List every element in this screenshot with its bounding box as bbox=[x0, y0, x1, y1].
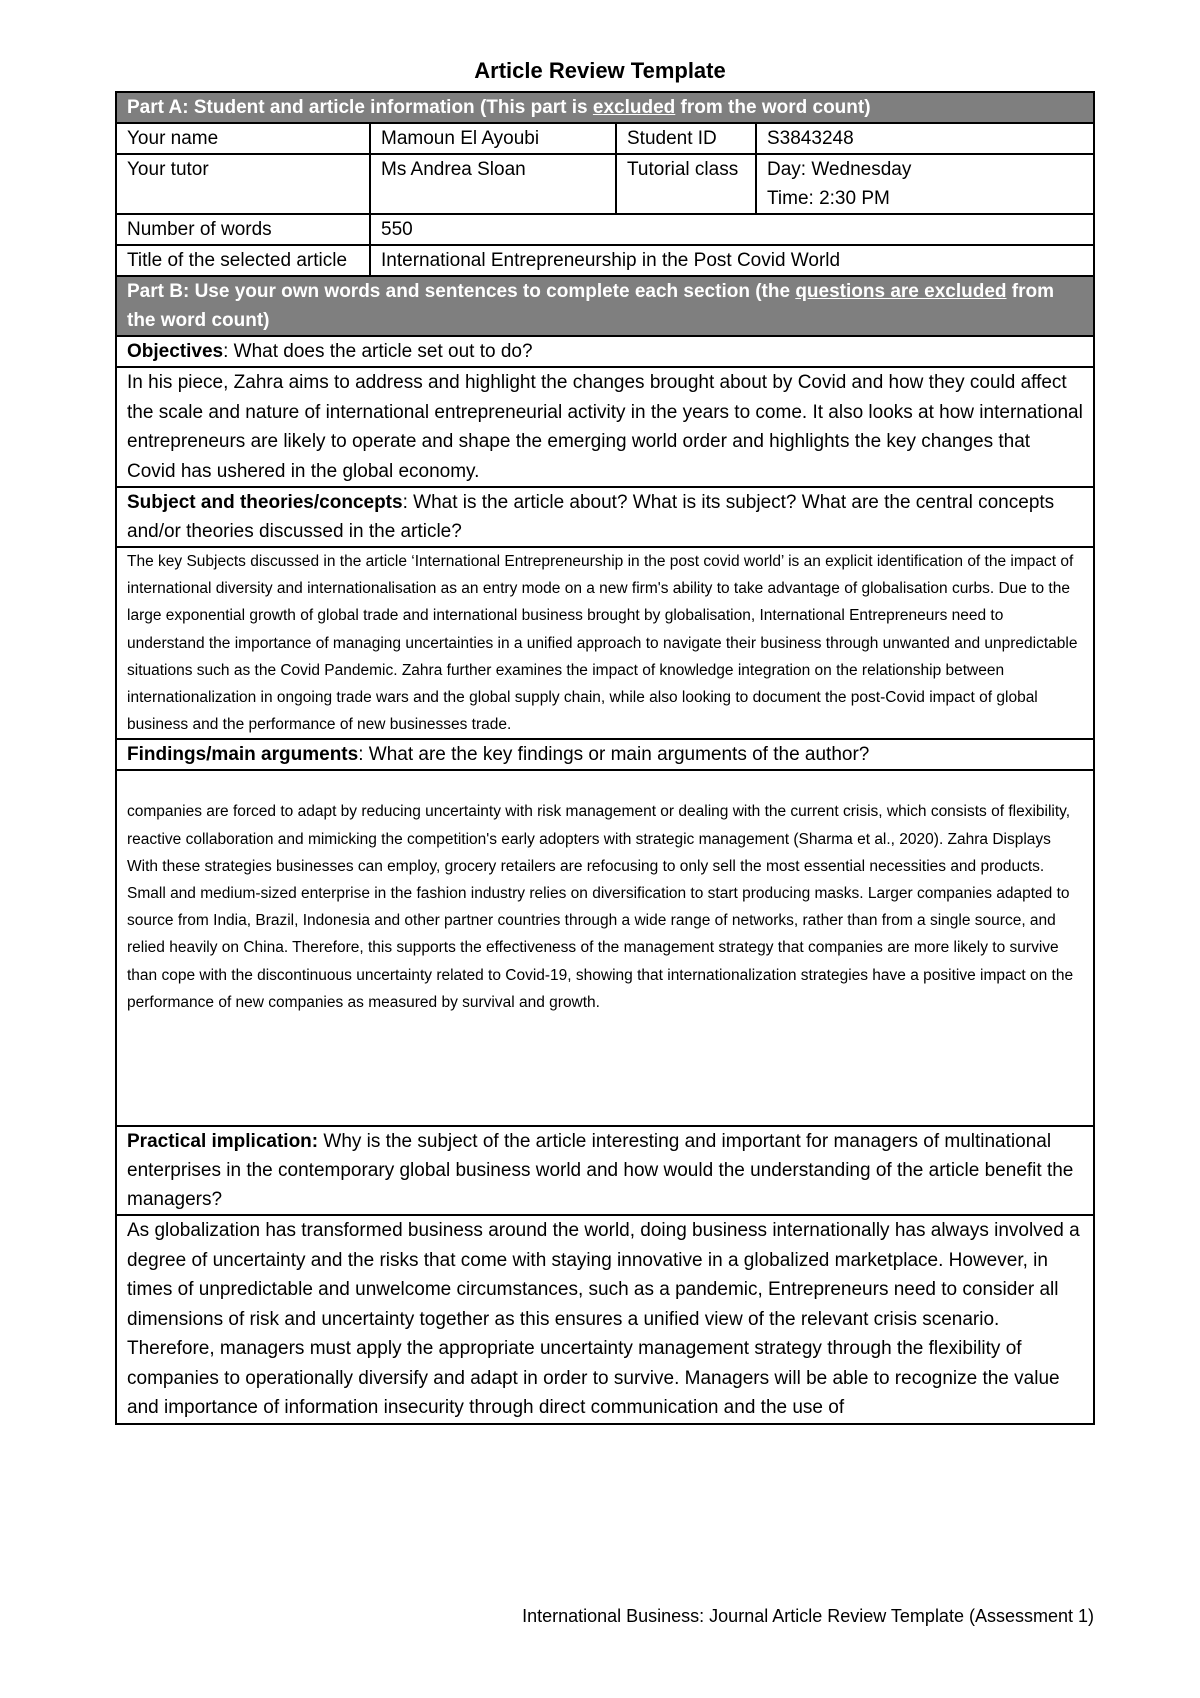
word-count-value: 550 bbox=[370, 214, 1094, 245]
page-footer: International Business: Journal Article Review Template (Assessment 1) bbox=[522, 1606, 1094, 1626]
student-id-label: Student ID bbox=[616, 123, 756, 154]
name-label: Your name bbox=[116, 123, 370, 154]
article-title-label: Title of the selected article bbox=[116, 245, 370, 276]
tutor-row bbox=[116, 154, 1094, 214]
practical-answer: As globalization has transformed business around the world, doing business internationally has always involved a degree of uncertainty and the risks that come with staying innovative in a globalized marketplace. However, in times of unpredictable and unwelcome circumstances, such as a pandemic, Entrepreneurs need to consider all dimensions of risk and uncertainty together as this ensures a unified view of the relevant crisis scenario. Therefore, managers must apply the appropriate uncertainty management strategy through the flexibility of companies to operationally diversify and adapt in order to survive. Managers will be able to recognize the value and importance of information insecurity through direct communication and the use of bbox=[116, 1215, 1094, 1424]
objectives-answer-row bbox=[116, 367, 1094, 487]
tutor-label: Your tutor bbox=[116, 154, 370, 214]
name-value: Mamoun El Ayoubi bbox=[370, 123, 616, 154]
subject-answer-row bbox=[116, 547, 1094, 739]
part-b-header-row bbox=[116, 276, 1094, 336]
words-row bbox=[116, 214, 1094, 245]
article-title-value: International Entrepreneurship in the Post Covid World bbox=[370, 245, 1094, 276]
findings-answer-row bbox=[116, 770, 1094, 1126]
findings-question-row bbox=[116, 739, 1094, 770]
part-a-header: Part A: Student and article information (This part is excluded from the word count) bbox=[116, 92, 1094, 123]
tutor-value: Ms Andrea Sloan bbox=[370, 154, 616, 214]
practical-question-row bbox=[116, 1126, 1094, 1215]
class-time: Time: 2:30 PM bbox=[767, 188, 890, 209]
subject-question-row bbox=[116, 487, 1094, 547]
practical-answer-row bbox=[116, 1215, 1094, 1424]
article-row bbox=[116, 245, 1094, 276]
review-table bbox=[115, 91, 1095, 1425]
objectives-answer: In his piece, Zahra aims to address and highlight the changes brought about by Covid and how they could affect the scale and nature of international entrepreneurial activity in the years to come. It also looks at how international entrepreneurs are likely to operate and shape the emerging world order and highlights the key changes that Covid has ushered in the global economy. bbox=[116, 367, 1094, 487]
class-day: Day: Wednesday bbox=[767, 159, 912, 180]
practical-question: Practical implication: Why is the subject of the article interesting and important for managers of multinational enterprises in the contemporary global business world and how would the understanding of the article benefit the managers? bbox=[116, 1126, 1094, 1215]
findings-answer: companies are forced to adapt by reducing uncertainty with risk management or dealing with the current crisis, which consists of flexibility, reactive collaboration and mimicking the competition's early adopters with strategic management (Sharma et al., 2020). Zahra Displays With these strategies businesses can employ, grocery retailers are refocusing to only sell the most essential necessities and products. Small and medium-sized enterprise in the fashion industry relies on diversification to start producing masks. Larger companies adapted to source from India, Brazil, Indonesia and other partner countries through a wide range of networks, rather than from a single source, and relied heavily on China. Therefore, this supports the effectiveness of the management strategy that companies are more likely to survive than cope with the discontinuous uncertainty related to Covid-19, showing that internationalization strategies have a positive impact on the performance of new companies as measured by survival and growth. bbox=[116, 770, 1094, 1126]
name-row bbox=[116, 123, 1094, 154]
subject-answer: The key Subjects discussed in the article ‘International Entrepreneurship in the post covid world’ is an explicit identification of the impact of international diversity and internationalisation as an entry mode on a new firm's ability to take advantage of globalisation curbs. Due to the large exponential growth of global trade and international business brought by globalisation, International Entrepreneurs need to understand the importance of managing uncertainties in a unified approach to navigate their business through unwanted and unpredictable situations such as the Covid Pandemic. Zahra further examines the impact of knowledge integration on the relationship between internationalization in ongoing trade wars and the global supply chain, while also looking to document the post-Covid impact of global business and the performance of new businesses trade. bbox=[116, 547, 1094, 739]
tutorial-class-value bbox=[756, 154, 1094, 214]
tutorial-class-label: Tutorial class bbox=[616, 154, 756, 214]
subject-question: Subject and theories/concepts: What is the article about? What is its subject? What are the central concepts and/or theories discussed in the article? bbox=[116, 487, 1094, 547]
word-count-label: Number of words bbox=[116, 214, 370, 245]
findings-question: Findings/main arguments: What are the key findings or main arguments of the author? bbox=[116, 739, 1094, 770]
objectives-question-row bbox=[116, 336, 1094, 367]
part-a-header-row bbox=[116, 92, 1094, 123]
student-id-value: S3843248 bbox=[756, 123, 1094, 154]
objectives-question: Objectives: What does the article set out to do? bbox=[116, 336, 1094, 367]
part-b-header: Part B: Use your own words and sentences to complete each section (the questions are excluded from the word count) bbox=[116, 276, 1094, 336]
page-title: Article Review Template bbox=[474, 58, 726, 83]
